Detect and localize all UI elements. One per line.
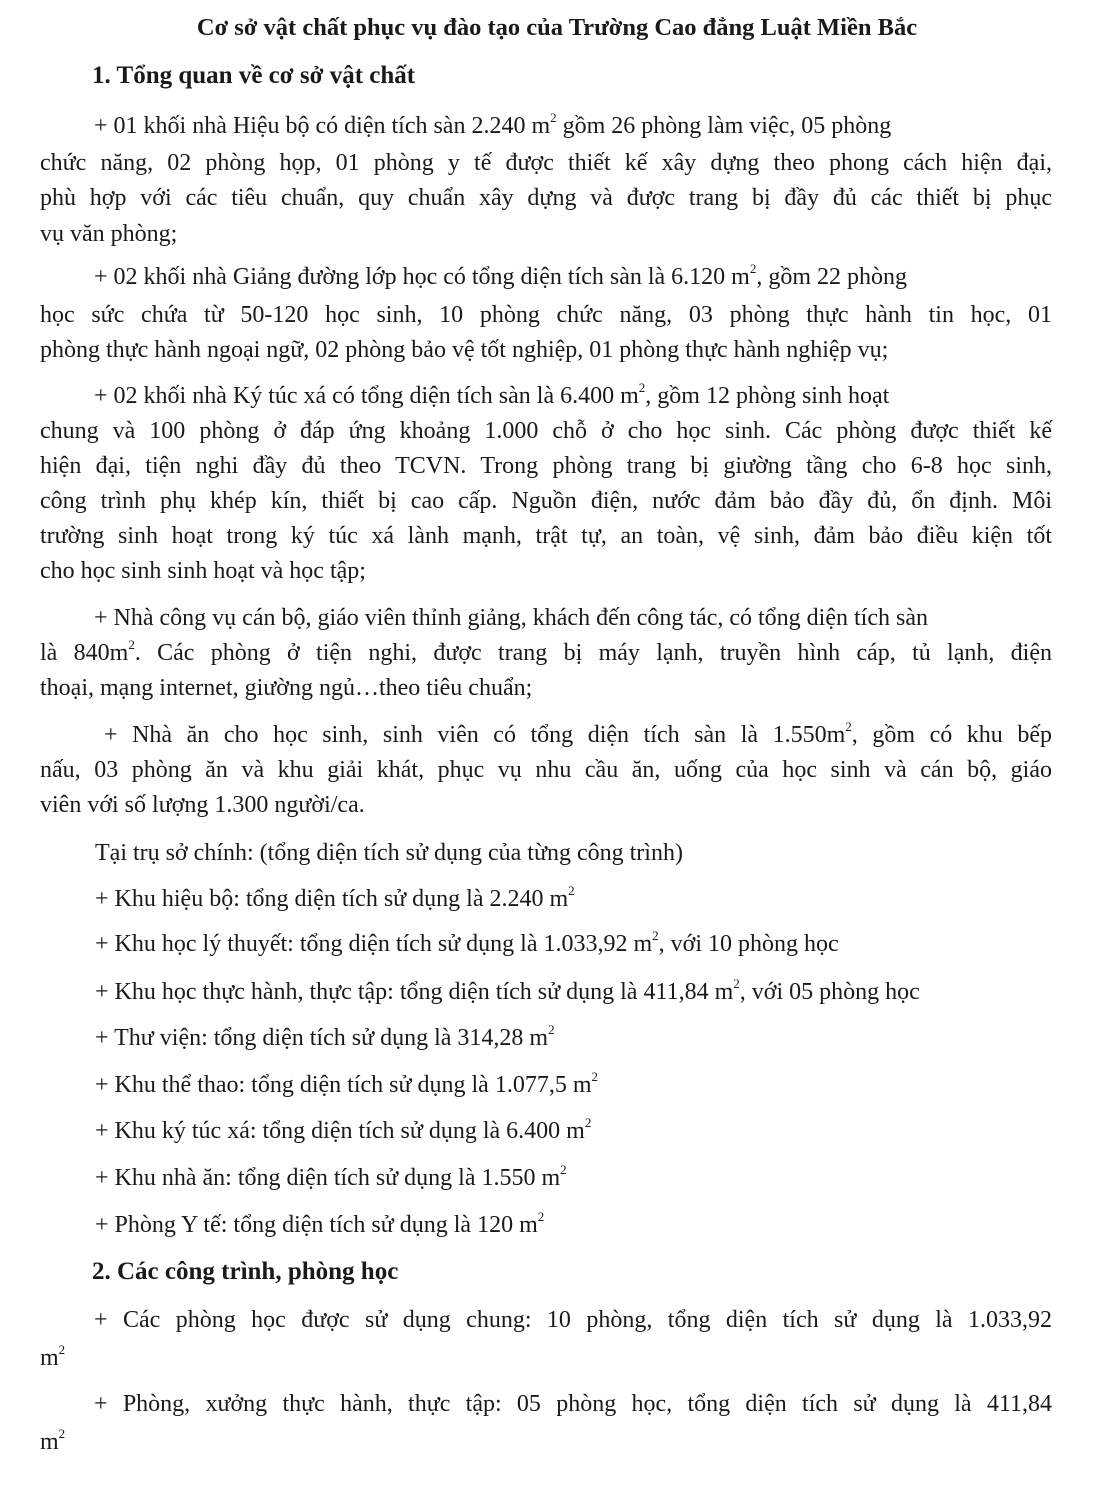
paragraph-1-line-4: vụ văn phòng;	[40, 221, 178, 247]
paragraph-2-line-3: phòng thực hành ngoại ngữ, 02 phòng bảo vệ tốt nghiệp, 01 phòng thực hành nghiệp vụ;	[40, 337, 889, 363]
area-item: + Khu hiệu bộ: tổng diện tích sử dụng là 2.240 $m^2$	[95, 883, 575, 912]
area-item: + Khu thể thao: tổng diện tích sử dụng là 1.077,5 $m^2$	[95, 1069, 598, 1098]
paragraph-2-line-1: + 02 khối nhà Giảng đường lớp học có tổng diện tích sàn là 6.120 $m^2$, gồm 22 phòng	[94, 261, 907, 290]
section-2-paragraph-2-line-1: + Phòng, xưởng thực hành, thực tập: 05 phòng học, tổng diện tích sử dụng là 411,84	[94, 1391, 1052, 1417]
area-item: + Thư viện: tổng diện tích sử dụng là 314,28 $m^2$	[95, 1022, 555, 1051]
paragraph-5-line-2: nấu, 03 phòng ăn và khu giải khát, phục vụ nhu cầu ăn, uống của học sinh và cán bộ, giáo	[40, 757, 1052, 783]
main-site-intro: Tại trụ sở chính: (tổng diện tích sử dụng của từng công trình)	[95, 840, 683, 866]
section-2-heading: 2. Các công trình, phòng học	[92, 1258, 399, 1285]
paragraph-3-line-3: hiện đại, tiện nghi đầy đủ theo TCVN. Trong phòng trang bị giường tầng cho 6-8 học sinh,	[40, 453, 1052, 479]
paragraph-4-line-3: thoại, mạng internet, giường ngủ…theo tiêu chuẩn;	[40, 675, 533, 701]
area-item: + Khu ký túc xá: tổng diện tích sử dụng là 6.400 $m^2$	[95, 1115, 592, 1144]
paragraph-2-line-2: học sức chứa từ 50-120 học sinh, 10 phòng chức năng, 03 phòng thực hành tin học, 01	[40, 302, 1052, 328]
paragraph-1-line-2: chức năng, 02 phòng họp, 01 phòng y tế được thiết kế xây dựng theo phong cách hiện đại,	[40, 150, 1052, 176]
area-item: + Phòng Y tế: tổng diện tích sử dụng là 120 $m^2$	[95, 1209, 545, 1238]
paragraph-5-line-3: viên với số lượng 1.300 người/ca.	[40, 792, 365, 818]
paragraph-1-line-1: + 01 khối nhà Hiệu bộ có diện tích sàn 2.240 $m^2$ gồm 26 phòng làm việc, 05 phòng	[94, 110, 892, 139]
paragraph-3-line-2: chung và 100 phòng ở đáp ứng khoảng 1.000 chỗ ở cho học sinh. Các phòng được thiết kế	[40, 418, 1052, 444]
paragraph-5-line-1: + Nhà ăn cho học sinh, sinh viên có tổng diện tích sàn là $1.550m^2$, gồm có khu bếp	[104, 719, 1052, 748]
section-2-paragraph-2-line-2: $m^2$	[40, 1426, 66, 1455]
section-2-paragraph-1-line-1: + Các phòng học được sử dụng chung: 10 phòng, tổng diện tích sử dụng là 1.033,92	[94, 1307, 1052, 1333]
area-item: + Khu học thực hành, thực tập: tổng diện tích sử dụng là 411,84 $m^2$, với 05 phòng học	[95, 976, 920, 1005]
section-1-heading: 1. Tổng quan về cơ sở vật chất	[92, 62, 416, 89]
paragraph-3-line-1: + 02 khối nhà Ký túc xá có tổng diện tích sàn là 6.400 $m^2$, gồm 12 phòng sinh hoạt	[94, 380, 890, 409]
paragraph-1-line-3: phù hợp với các tiêu chuẩn, quy chuẩn xây dựng và được trang bị đầy đủ các thiết bị phục	[40, 185, 1052, 211]
paragraph-4-line-1: + Nhà công vụ cán bộ, giáo viên thỉnh giảng, khách đến công tác, có tổng diện tích sàn	[94, 605, 928, 631]
paragraph-3-line-6: cho học sinh sinh hoạt và học tập;	[40, 558, 366, 584]
paragraph-3-line-4: công trình phụ khép kín, thiết bị cao cấp. Nguồn điện, nước đảm bảo đầy đủ, ổn định. Môi	[40, 488, 1052, 514]
section-2-paragraph-1-line-2: $m^2$	[40, 1342, 66, 1371]
paragraph-4-line-2: là $840m^2$. Các phòng ở tiện nghi, được trang bị máy lạnh, truyền hình cáp, tủ lạnh, điện	[40, 637, 1052, 666]
document-title: Cơ sở vật chất phục vụ đào tạo của Trường Cao đẳng Luật Miền Bắc	[196, 14, 918, 41]
area-item: + Khu học lý thuyết: tổng diện tích sử dụng là 1.033,92 $m^2$, với 10 phòng học	[95, 928, 839, 957]
paragraph-3-line-5: trường sinh hoạt trong ký túc xá lành mạnh, trật tự, an toàn, vệ sinh, đảm bảo điều kiện tốt	[40, 523, 1052, 549]
area-item: + Khu nhà ăn: tổng diện tích sử dụng là 1.550 $m^2$	[95, 1162, 567, 1191]
